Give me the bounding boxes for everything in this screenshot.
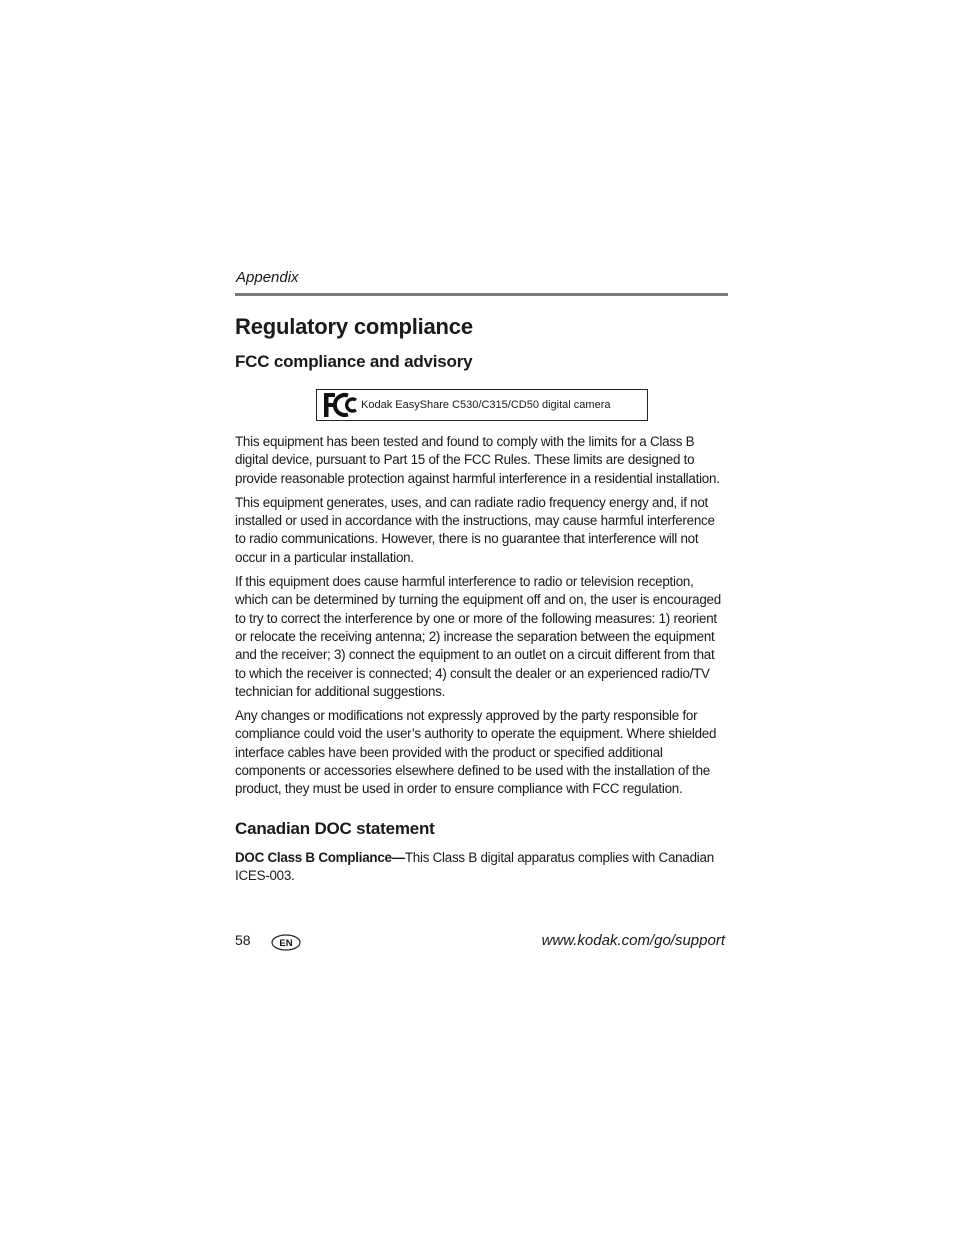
canadian-heading: Canadian DOC statement [235, 818, 435, 838]
fcc-paragraph-4: Any changes or modifications not expressly approved by the party responsible for compliance could void the user’s authority to operate the equipment. Where shielded interface cables have been provided with the product or specified additional components or accessories elsewhere defined to be used with the installation of the product, they must be used in order to ensure compliance with FCC regulation. [235, 708, 717, 797]
page-content [235, 268, 728, 885]
page-number: 58 [235, 932, 251, 948]
fcc-logo-icon [322, 391, 360, 419]
fcc-label-box [316, 389, 648, 421]
language-badge [271, 934, 301, 951]
section-label: Appendix [236, 269, 299, 286]
fcc-paragraph-1: This equipment has been tested and found to comply with the limits for a Class B digital device, pursuant to Part 15 of the FCC Rules. These limits are designed to provide reasonable protection against harmful interference in a residential installation. [235, 434, 720, 486]
fcc-paragraph-3: If this equipment does cause harmful interference to radio or television reception, which can be determined by turning the equipment off and on, the user is encouraged to try to correct the interference by one or more of the following measures: 1) reorient or relocate the receiving antenna; 2) increase the separation between the equipment and the receiver; 3) connect the equipment to an outlet on a circuit different from that to which the receiver is connected; 4) consult the dealer or an experienced radio/TV technician for additional suggestions. [235, 574, 721, 699]
canadian-paragraph [235, 849, 728, 886]
doc-compliance-body: This Class B digital apparatus complies with Canadian ICES-003. [235, 849, 714, 883]
fcc-paragraph-2: This equipment generates, uses, and can radiate radio frequency energy and, if not installed or used in accordance with the instructions, may cause harmful interference to radio communications. However, there is no guarantee that interference will not occur in a particular installation. [235, 494, 715, 565]
doc-compliance-lead: DOC Class B Compliance— [235, 849, 405, 865]
support-url: www.kodak.com/go/support [541, 932, 725, 949]
page-footer [235, 930, 725, 954]
fcc-label-text: Kodak EasyShare C530/C315/CD50 digital camera [361, 399, 611, 411]
page-title: Regulatory compliance [235, 314, 473, 339]
language-badge-text: EN [279, 938, 293, 949]
fcc-heading: FCC compliance and advisory [235, 352, 473, 371]
header-rule [235, 293, 728, 296]
